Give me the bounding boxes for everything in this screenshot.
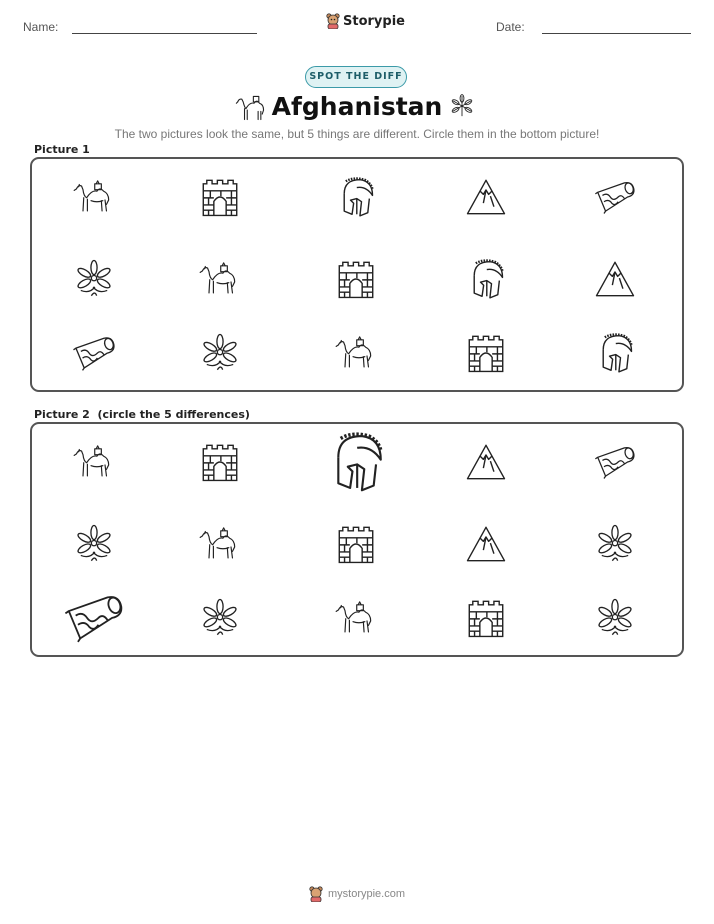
flower-icon (72, 257, 116, 301)
flower-icon[interactable] (593, 596, 637, 640)
rug-icon[interactable] (62, 586, 126, 650)
picture1-label: Picture 1 (34, 143, 90, 156)
picture2-label: Picture 2 (circle the 5 differences) (34, 408, 250, 421)
spartan-helmet-icon[interactable] (323, 429, 389, 495)
rug-icon (593, 175, 637, 219)
spartan-helmet-icon (334, 175, 378, 219)
brand-name: Storypie (343, 13, 405, 29)
date-label: Date: (496, 20, 525, 34)
castle-gate-icon[interactable] (198, 440, 242, 484)
rug-icon (71, 330, 117, 376)
flower-icon[interactable] (593, 522, 637, 566)
bear-mascot-icon (326, 13, 340, 29)
spartan-helmet-icon (593, 331, 637, 375)
picture1-grid (32, 159, 682, 390)
picture2-panel[interactable] (30, 422, 684, 657)
bear-mascot-icon (309, 886, 323, 902)
castle-gate-icon (198, 175, 242, 219)
date-line[interactable] (542, 33, 691, 34)
castle-gate-icon (334, 257, 378, 301)
mountain-icon[interactable] (464, 522, 508, 566)
picture1-panel (30, 157, 684, 392)
name-line[interactable] (72, 33, 257, 34)
castle-gate-icon[interactable] (334, 522, 378, 566)
flower-icon (448, 92, 476, 120)
camel-icon (334, 331, 378, 375)
mountain-icon (593, 257, 637, 301)
instructions-text: The two pictures look the same, but 5 things are different. Circle them in the bottom picture! (114, 127, 600, 141)
spartan-helmet-icon (464, 257, 508, 301)
castle-gate-icon (464, 331, 508, 375)
rug-icon[interactable] (593, 440, 637, 484)
flower-icon[interactable] (198, 596, 242, 640)
camel-icon[interactable] (72, 440, 116, 484)
camel-icon (72, 175, 116, 219)
flower-icon (198, 331, 242, 375)
picture2-grid (32, 424, 682, 655)
camel-icon[interactable] (198, 522, 242, 566)
page-title: Afghanistan (271, 92, 443, 121)
mountain-icon (464, 175, 508, 219)
castle-gate-icon[interactable] (464, 596, 508, 640)
footer-url: mystorypie.com (327, 888, 406, 900)
camel-icon[interactable] (334, 596, 378, 640)
name-label: Name: (23, 20, 59, 34)
flower-icon[interactable] (72, 522, 116, 566)
footer (0, 886, 714, 902)
camel-icon (198, 257, 242, 301)
spot-the-diff-badge: SPOT THE DIFF (305, 66, 407, 88)
brand-logo (326, 13, 405, 29)
mountain-icon[interactable] (464, 440, 508, 484)
